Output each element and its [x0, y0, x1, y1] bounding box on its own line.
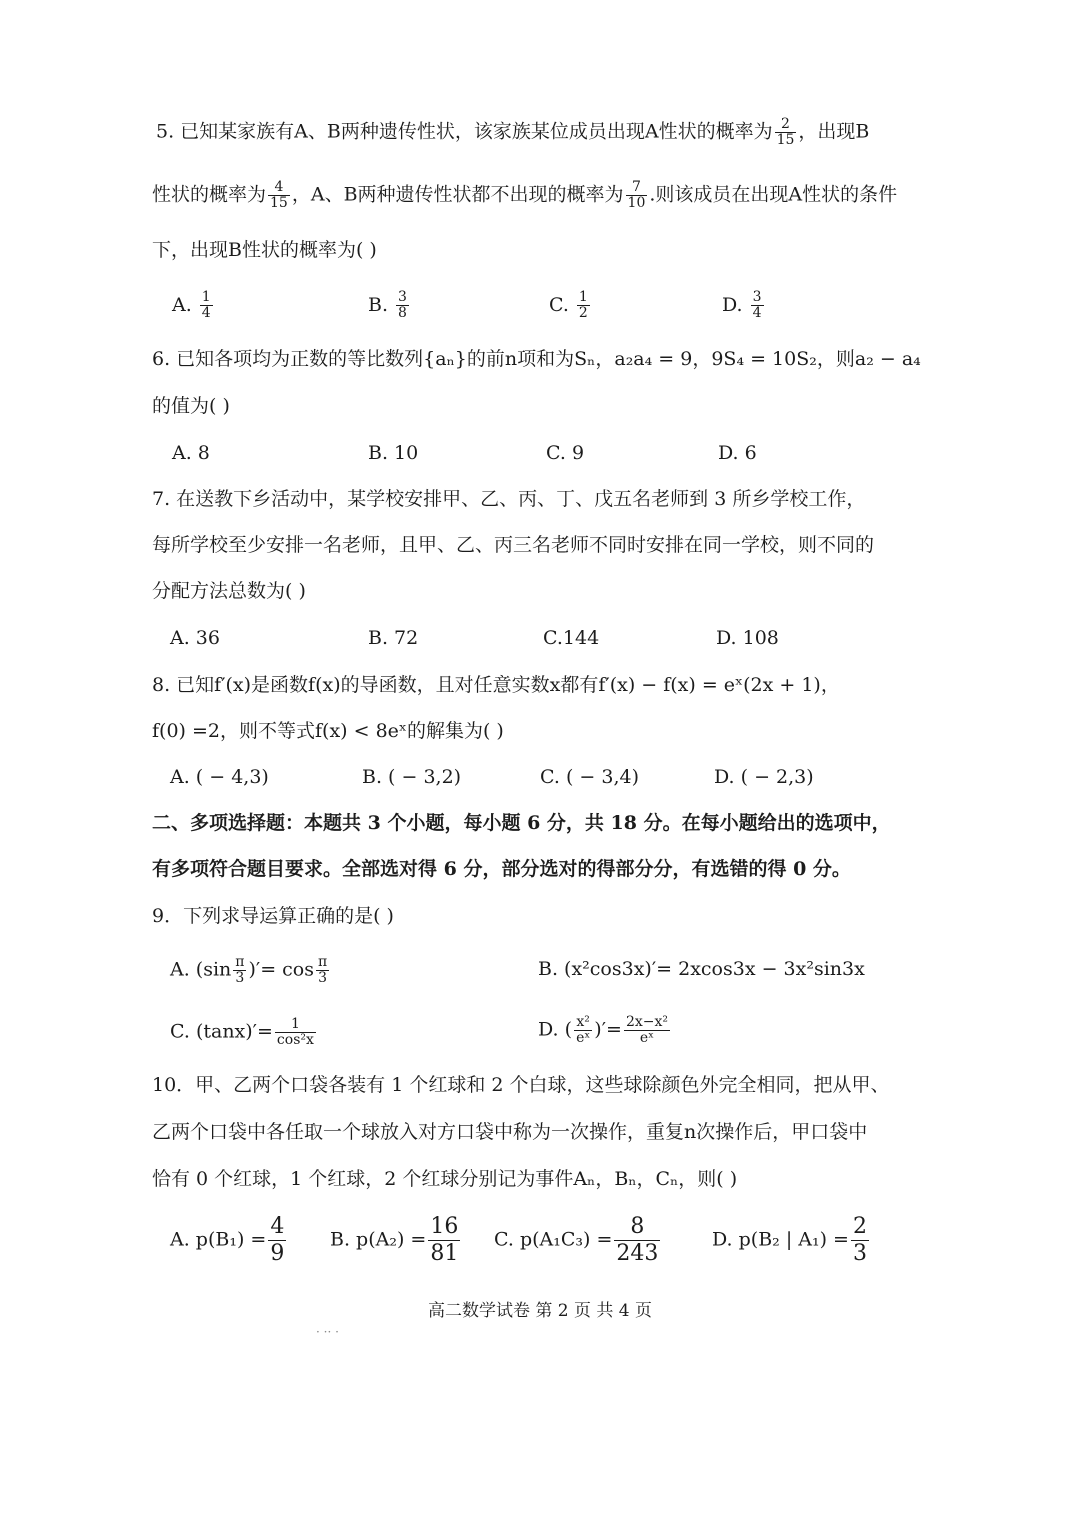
- frac-numerator: π: [235, 954, 245, 970]
- frac-numerator: 1: [578, 289, 588, 305]
- frac-numerator: 2: [852, 1214, 867, 1239]
- frac-denominator: 3: [318, 970, 328, 986]
- q5-frac-7-10: [626, 180, 648, 211]
- q8-option-a: A. ( − 4,3): [170, 766, 269, 788]
- q10-line2: 乙两个口袋中各任取一个球放入对方口袋中称为一次操作，重复n次操作后，甲口袋中: [152, 1121, 868, 1143]
- q9-option-a: [170, 955, 331, 986]
- q5-option-d: [722, 290, 766, 321]
- q9a-frac-1: [233, 955, 246, 986]
- q10-option-b: [330, 1214, 462, 1267]
- q5-line3: 下，出现B性状的概率为( ): [152, 239, 377, 261]
- frac-denominator: 4: [201, 305, 211, 321]
- q5-text-e: .则该成员在出现A性状的条件: [649, 183, 898, 206]
- frac-numerator: 1: [275, 1017, 316, 1033]
- q10-line3: 恰有 0 个红球，1 个红球，2 个红球分别记为事件Aₙ，Bₙ，Cₙ，则( ): [152, 1168, 738, 1190]
- option-frac: [396, 290, 409, 321]
- option-frac: [751, 290, 764, 321]
- q5-frac-4-15: [268, 180, 290, 211]
- frac-numerator: 2x−x²: [625, 1014, 668, 1030]
- q10-option-c: [494, 1214, 662, 1267]
- q10d-frac: [851, 1214, 869, 1267]
- section2-heading-line2: 有多项符合题目要求。全部选对得 6 分，部分选对的得部分分，有选错的得 0 分。: [152, 858, 851, 880]
- frac-denominator: 243: [616, 1241, 659, 1266]
- q9-option-c: [170, 1017, 318, 1048]
- q9d-frac-1: [574, 1015, 592, 1046]
- q9-option-b: B. (x²cos3x)′= 2xcos3x − 3x²sin3x: [538, 958, 865, 980]
- option-label: C.: [549, 293, 569, 316]
- section2-heading-line1: 二、多项选择题：本题共 3 个小题，每小题 6 分，共 18 分。在每小题给出的选项中，: [152, 812, 891, 834]
- frac-denominator: cos²x: [276, 1032, 314, 1048]
- q9d-text-a: D. (: [538, 1018, 573, 1041]
- q7-line2: 每所学校至少安排一名老师，且甲、乙、丙三名老师不同时安排在同一学校，则不同的: [152, 534, 875, 556]
- q10b-text: B. p(A₂) =: [330, 1228, 427, 1251]
- frac-numerator: π: [318, 954, 328, 970]
- q10b-frac: [428, 1214, 460, 1267]
- frac-numerator: 4: [270, 1214, 285, 1239]
- frac-denominator: 8: [398, 305, 407, 321]
- q5-text-c: 性状的概率为: [152, 183, 267, 206]
- q10-option-a: [170, 1214, 288, 1267]
- q5-option-a: [172, 290, 215, 321]
- q7-line3: 分配方法总数为( ): [152, 580, 306, 602]
- q5-line1: [156, 117, 869, 148]
- option-label: B.: [368, 293, 389, 316]
- q9-option-d: [538, 1015, 672, 1046]
- q7-option-b: B. 72: [368, 627, 419, 649]
- frac-numerator: x²: [574, 1015, 592, 1031]
- frac-numerator: 2: [775, 117, 797, 133]
- frac-denominator: 4: [752, 305, 762, 321]
- q9a-text-b: )′= cos: [248, 958, 315, 981]
- frac-denominator: eˣ: [576, 1030, 591, 1046]
- frac-denominator: 15: [776, 132, 795, 148]
- q9d-frac-2: [624, 1015, 670, 1046]
- q8-option-c: C. ( − 3,4): [540, 766, 639, 788]
- q7-option-c: C.144: [543, 627, 600, 649]
- q10d-text: D. p(B₂ | A₁) =: [712, 1228, 849, 1251]
- frac-numerator: 3: [752, 289, 762, 305]
- option-frac: [577, 290, 590, 321]
- q9c-text: C. (tanx)′=: [170, 1020, 273, 1043]
- q5-text-b: ，出现B: [798, 120, 870, 143]
- option-frac: [200, 290, 213, 321]
- q7-option-d: D. 108: [716, 627, 779, 649]
- q10a-text: A. p(B₁) =: [170, 1228, 267, 1251]
- frac-denominator: 10: [627, 195, 646, 211]
- frac-numerator: 16: [430, 1214, 459, 1239]
- page-footer: 高二数学试卷 第 2 页 共 4 页: [427, 1301, 653, 1321]
- frac-numerator: 1: [201, 289, 211, 305]
- q9-line1: 9．下列求导运算正确的是( ): [152, 905, 394, 927]
- q5-text-a: 5. 已知某家族有A、B两种遗传性状，该家族某位成员出现A性状的概率为: [156, 120, 773, 143]
- q9a-text-a: A. (sin: [170, 958, 232, 981]
- q6-option-d: D. 6: [718, 442, 757, 464]
- q10c-text: C. p(A₁C₃) =: [494, 1228, 613, 1251]
- frac-numerator: 8: [614, 1214, 660, 1241]
- q6-line1: 6. 已知各项均为正数的等比数列{aₙ}的前n项和为Sₙ，a₂a₄ = 9，9S₄ = 10S₂，则a₂ − a₄: [152, 348, 921, 370]
- q8-option-d: D. ( − 2,3): [714, 766, 814, 788]
- frac-denominator: 3: [235, 970, 245, 986]
- q6-line2: 的值为( ): [152, 395, 230, 417]
- q8-line1: 8. 已知f′(x)是函数f(x)的导函数，且对任意实数x都有f′(x) − f(x) = eˣ(2x + 1)，: [152, 674, 840, 696]
- frac-denominator: 9: [270, 1241, 285, 1266]
- q5-text-d: ，A、B两种遗传性状都不出现的概率为: [291, 183, 624, 206]
- q5-frac-2-15: [775, 117, 797, 148]
- frac-denominator: 15: [270, 195, 288, 211]
- frac-denominator: 2: [578, 305, 588, 321]
- q9a-frac-2: [316, 955, 329, 986]
- q6-option-b: B. 10: [368, 442, 419, 464]
- q6-option-a: A. 8: [172, 442, 210, 464]
- q6-option-c: C. 9: [546, 442, 585, 464]
- q8-line2: f(0) =2，则不等式f(x) < 8eˣ的解集为( ): [152, 720, 504, 742]
- q7-line1: 7. 在送教下乡活动中，某学校安排甲、乙、丙、丁、戊五名老师到 3 所乡学校工作，: [152, 488, 866, 510]
- frac-numerator: 3: [398, 289, 407, 305]
- q10-line1: 10．甲、乙两个口袋各装有 1 个红球和 2 个白球，这些球除颜色外完全相同，把从甲、: [152, 1074, 890, 1096]
- q9c-frac: [275, 1017, 316, 1048]
- frac-denominator: 81: [430, 1241, 459, 1266]
- frac-denominator: 3: [852, 1241, 867, 1266]
- option-label: D.: [722, 293, 743, 316]
- option-label: A.: [172, 293, 192, 316]
- scan-speck: · ·· ·: [316, 1325, 339, 1339]
- frac-numerator: 7: [626, 180, 648, 196]
- frac-denominator: eˣ: [639, 1030, 655, 1046]
- q5-line2: [152, 180, 897, 211]
- frac-numerator: 4: [268, 180, 290, 196]
- q10-option-d: [712, 1214, 871, 1267]
- q8-option-b: B. ( − 3,2): [362, 766, 462, 788]
- q10c-frac: [614, 1214, 660, 1267]
- q5-option-c: [549, 290, 592, 321]
- q9d-text-b: )′=: [594, 1018, 622, 1041]
- q10a-frac: [268, 1214, 286, 1267]
- q5-option-b: [368, 290, 411, 321]
- q7-option-a: A. 36: [170, 627, 220, 649]
